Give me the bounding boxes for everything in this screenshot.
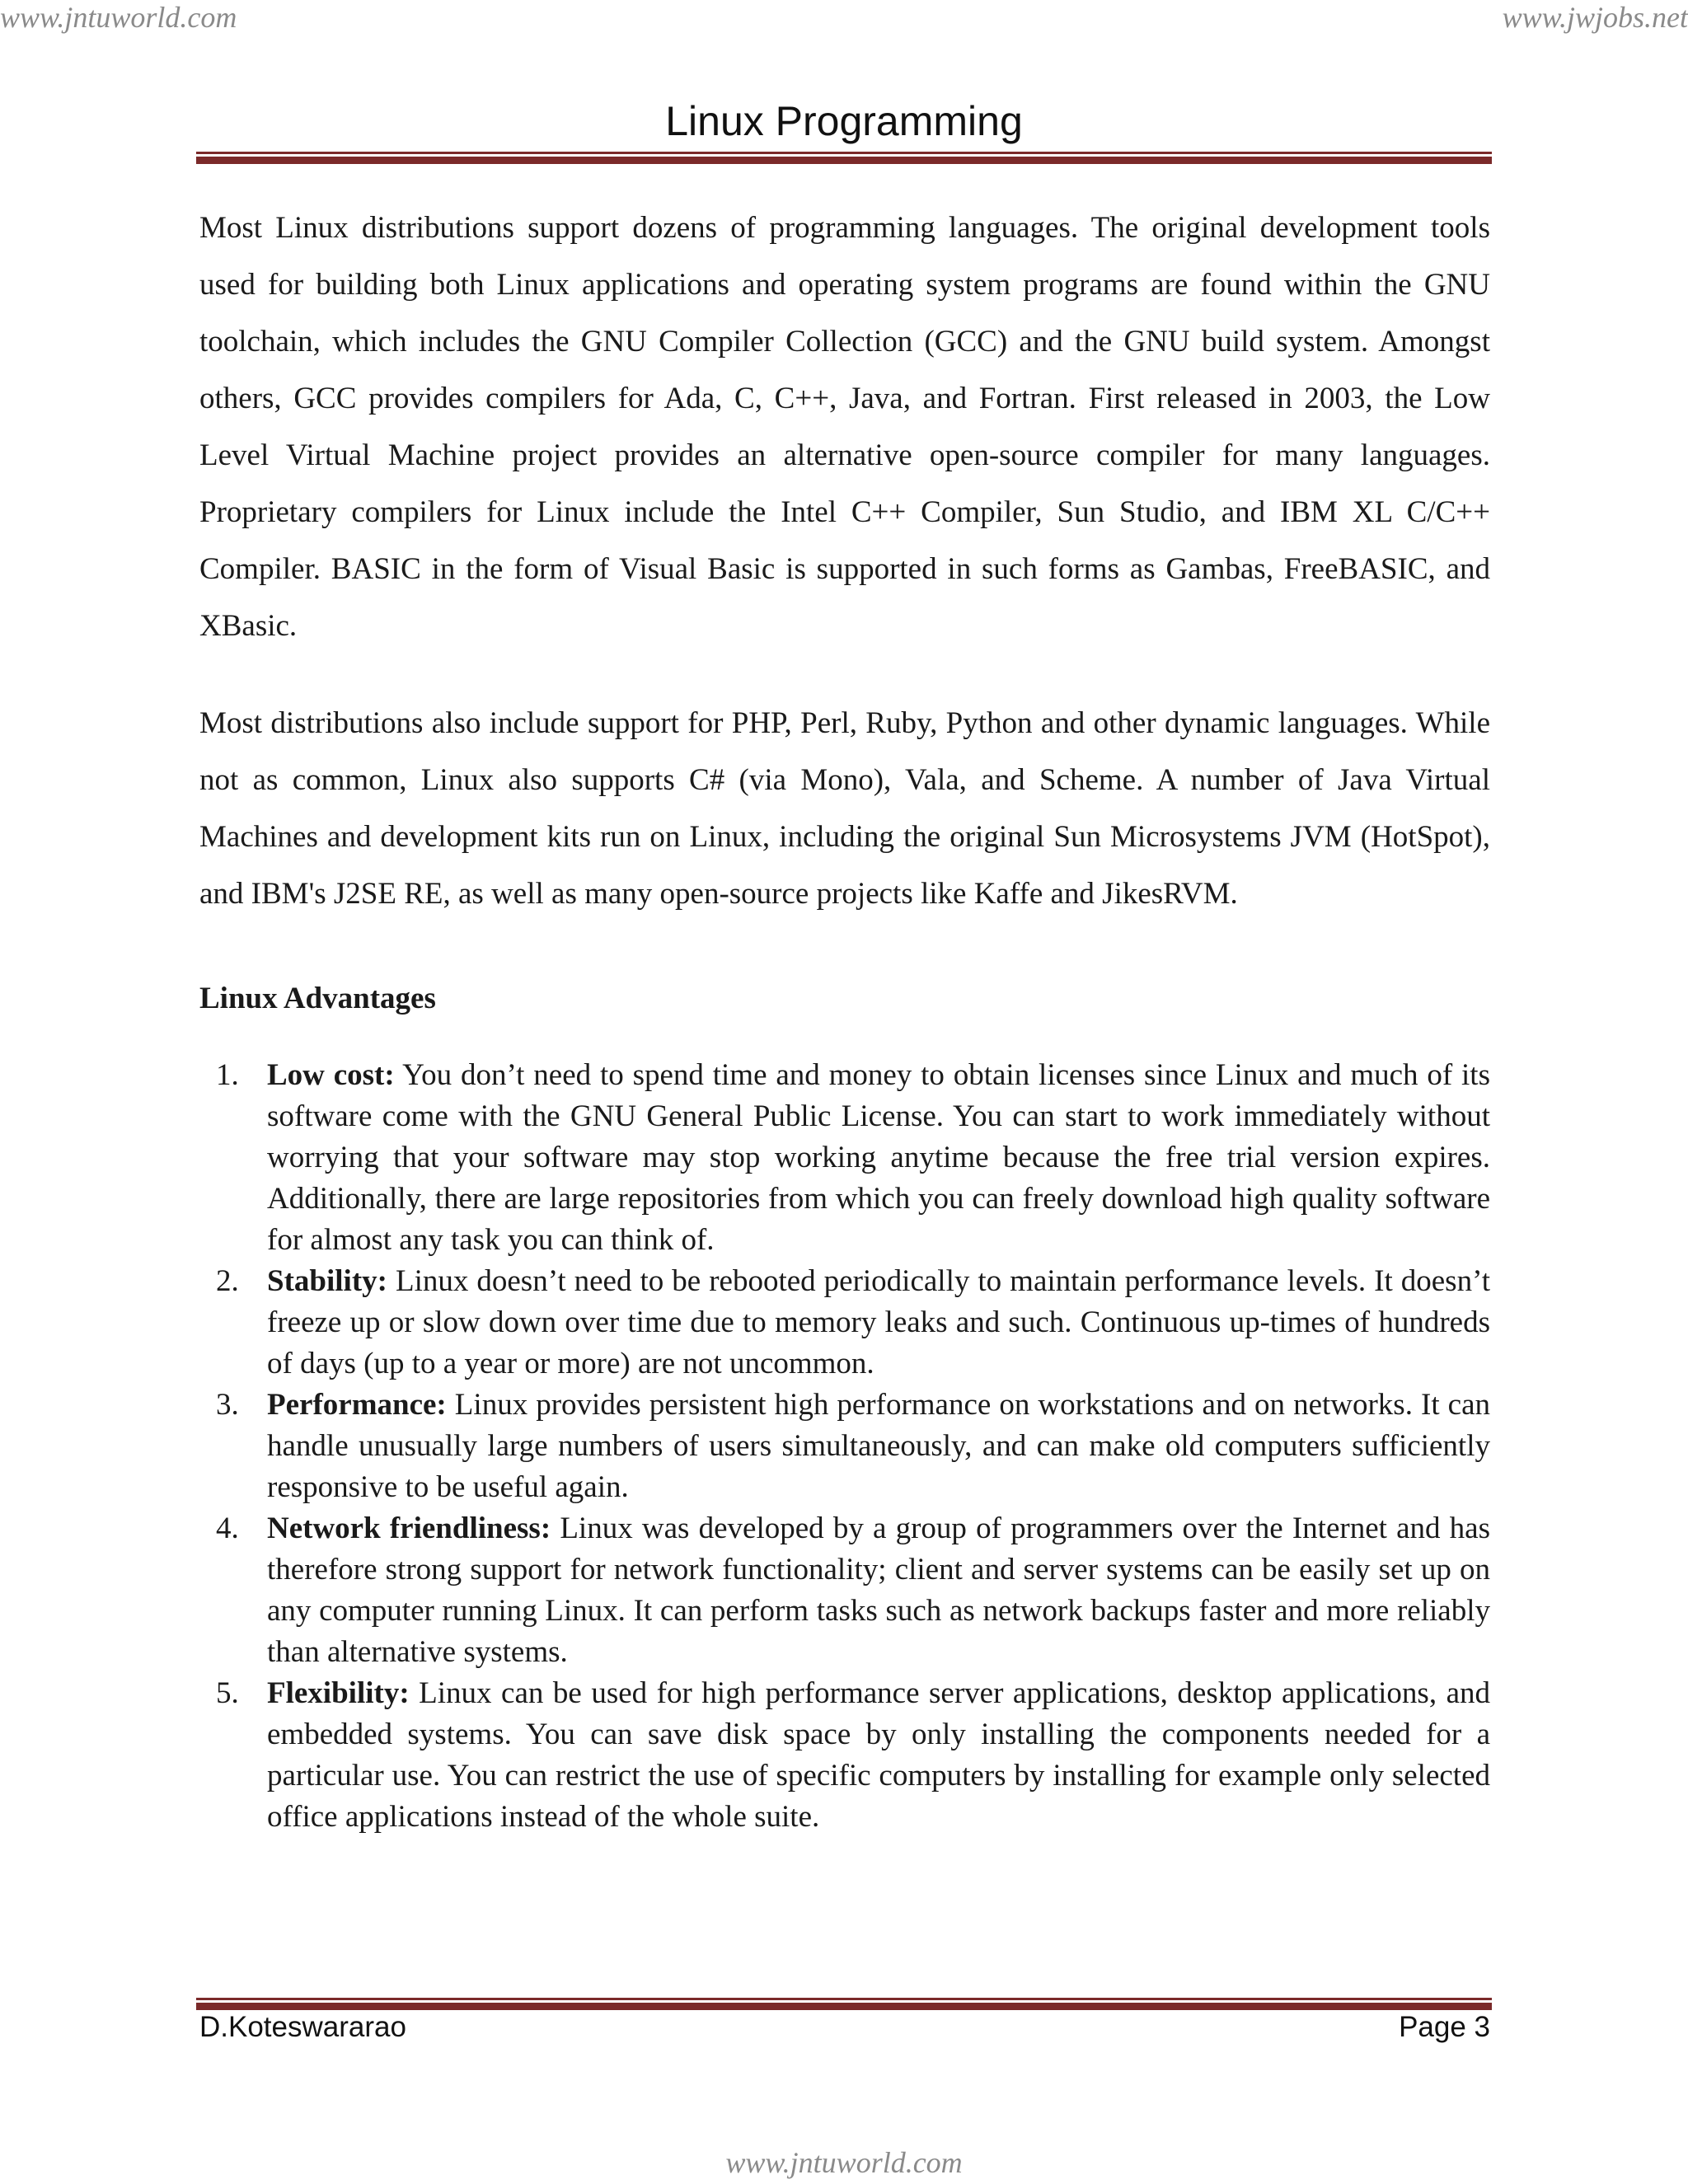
list-item-term: Stability: [267,1264,387,1298]
list-item [199,1261,1490,1385]
list-item [199,1508,1490,1673]
watermark-top-left: www.jntuworld.com [0,1,237,34]
list-item-number: 1. [216,1058,239,1092]
list-item-text: Linux provides persistent high performance on workstations and on networks. It can handle unusually large numbers of users simultaneously, and can make old computers sufficiently responsive to be useful again. [267,1388,1490,1504]
list-item-term: Low cost: [267,1058,395,1092]
list-item [199,1673,1490,1838]
page-content [199,199,1490,1838]
footer-author: D.Koteswararao [199,2011,406,2043]
watermark-bottom: www.jntuworld.com [725,2146,963,2179]
paragraph-languages: Most Linux distributions support dozens of programming languages. The original development tools used for building both Linux applications and operating system programs are found within the GNU toolchain, which includes the GNU Compiler Collection (GCC) and the GNU build system. Amongst others, GCC provides compilers for Ada, C, C++, Java, and Fortran. First released in 2003, the Low Level Virtual Machine project provides an alternative open-source compiler for many languages. Proprietary compilers for Linux include the Intel C++ Compiler, Sun Studio, and IBM XL C/C++ Compiler. BASIC in the form of Visual Basic is supported in such forms as Gambas, FreeBASIC, and XBasic. [199,211,1490,643]
page-title: Linux Programming [665,98,1023,144]
list-item-term: Performance: [267,1388,447,1422]
section-heading-advantages: Linux Advantages [199,982,436,1015]
list-item [199,1385,1490,1508]
list-item-text: Linux was developed by a group of programmers over the Internet and has therefore strong support for network functionality; client and server systems can be easily set up on any computer running Linux. It can perform tasks such as network backups faster and more reliably than alternative systems. [267,1511,1491,1669]
list-item-number: 3. [216,1388,239,1422]
advantages-list [199,1055,1490,1838]
list-item-text: Linux can be used for high performance server applications, desktop applications, and embedded systems. You can save disk space by only installing the components needed for a particular use. You can restrict the use of specific computers by installing for example only selected office applications instead of the whole suite. [267,1676,1490,1834]
footer-rule [196,1998,1492,2010]
paragraph-dynamic-languages: Most distributions also include support for PHP, Perl, Ruby, Python and other dynamic languages. While not as common, Linux also supports C# (via Mono), Vala, and Scheme. A number of Java Virtual Machines and development kits run on Linux, including the original Sun Microsystems JVM (HotSpot), and IBM's J2SE RE, as well as many open-source projects like Kaffe and JikesRVM. [199,706,1490,911]
list-item-text: You don’t need to spend time and money to obtain licenses since Linux and much of its software come with the GNU General Public License. You can start to work immediately without worrying that your software may stop working anytime because the free trial version expires. Additionally, there are large repositories from which you can freely download high quality software for almost any task you can think of. [267,1058,1490,1257]
list-item-text: Linux doesn’t need to be rebooted periodically to maintain performance levels. It doesn’t freeze up or slow down over time due to memory leaks and such. Continuous up-times of hundreds of days (up to a year or more) are not uncommon. [267,1264,1490,1380]
list-item [199,1055,1490,1261]
footer-page-number: Page 3 [1399,2011,1490,2043]
list-item-number: 2. [216,1264,239,1298]
watermark-top-right: www.jwjobs.net [1502,1,1688,34]
list-item-term: Flexibility: [267,1676,410,1710]
list-item-term: Network friendliness: [267,1511,551,1545]
list-item-number: 4. [216,1511,239,1545]
header-rule [196,152,1492,164]
list-item-number: 5. [216,1676,239,1710]
